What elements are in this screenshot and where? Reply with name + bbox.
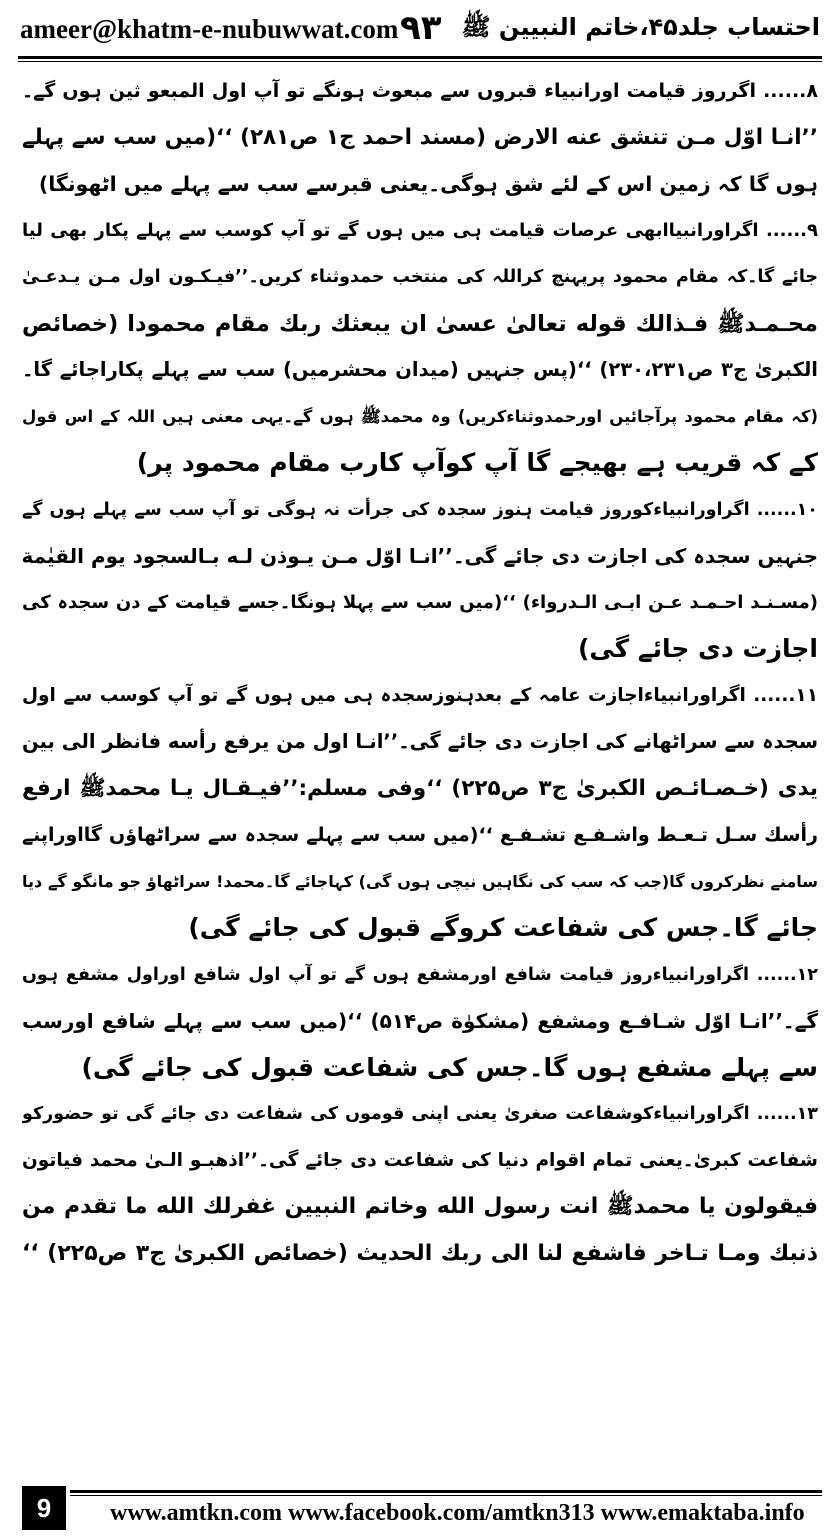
text-line: جائے گا۔کہ مقام محمود پرپہنچ کراللہ کی منتخب حمدوثناء کریں۔’’فیـكـون اول مـن يـدعـىٰ	[22, 267, 818, 287]
text-line: (مسـنـد احـمـد عـن ابـى الـدرواء) ‘‘(میں سب سے پہلا ہونگا۔جسے قیامت کے دن سجدہ کی	[22, 591, 818, 613]
header-title: احتساب جلد۴۵،خاتم النبیین ﷺ	[461, 13, 820, 41]
text-line: ذنبك ومـا تـاخر فاشفع لنا الى ربك الحديث (خصائص الكبرىٰ ج۳ ص۲۲۵) ‘‘	[22, 1240, 818, 1266]
text-line: کے کہ قریب ہے بھیجے گا آپ کوآپ کارب مقام محمود پر)	[136, 448, 818, 477]
text-line: الکبریٰ ج۳ ص۲۳۰،۲۳۱) ‘‘(پس جنہیں (میدان محشرمیں) سب سے پہلے پکاراجائے گا۔	[22, 358, 818, 381]
footer-rule-thick	[70, 1490, 822, 1493]
text-line: رأسك سـل تـعـط واشـفـع تشـفـع ‘‘(میں سب سے پہلے سجدہ سے سراٹھاؤں گااوراپنے	[22, 824, 818, 846]
text-line: ۱۳...... اگراورانبیاءکوشفاعت صغریٰ یعنی اپنی قوموں کی شفاعت دی جائے گی تو حضورکو	[22, 1104, 818, 1124]
footer-page-box: 9	[22, 1486, 66, 1530]
text-line: ۱۰...... اگراورانبیاءکوروز قیامت ہنوز سجدہ کی جرأت نہ ہوگی تو آپ سب سے پہلے ہوں گے	[22, 499, 818, 520]
text-line: سے پہلے مشفع ہوں گا۔جس کی شفاعت قبول کی جائے گی)	[81, 1052, 818, 1082]
text-line: محـمـدﷺ فـذالك قوله تعالىٰ عسىٰ ان يبعثك ربك مقام محمودا (خصائص	[22, 310, 818, 337]
header-page-number: ۹۳	[400, 8, 442, 48]
footer-urls: www.amtkn.com www.facebook.com/amtkn313 www.emaktaba.info	[110, 1500, 805, 1526]
page-header	[0, 0, 840, 58]
text-line: شفاعت کبریٰ۔یعنی تمام اقوام دنیا کی شفاعت دی جائے گی۔’’اذهبـو الـىٰ محمد فياتون	[22, 1149, 818, 1171]
text-line: سجدہ سے سراٹھانے کی اجازت دی جائے گی۔’’انـا اول من يرفع رأسه فانظر الى بين	[22, 730, 818, 753]
page-footer	[0, 1482, 840, 1540]
text-line: جنہیں سجدہ کی اجازت دی جائے گی۔’’انـا اوّل مـن يـوذن لـه بـالسجود يوم القيٰمة	[22, 544, 818, 568]
text-line: ۱۲...... اگراورانبیاءروز قیامت شافع اورمشفع ہوں گے تو آپ اول شافع اوراول مشفع ہوں	[22, 964, 818, 985]
text-line: فيقولون يا محمدﷺ انت رسول الله وخاتم النبيين غفرلك الله ما تقدم من	[22, 1194, 818, 1219]
text-line: جائے گا۔جس کی شفاعت کروگے قبول کی جائے گی)	[188, 913, 818, 942]
text-line: ۱۱...... اگراورانبیاءاجازت عامہ کے بعدہنوزسجدہ ہی میں ہوں گے تو آپ کوسب سے اول	[22, 684, 818, 706]
footer-rule-thin	[70, 1495, 822, 1496]
header-rule-thin	[18, 61, 822, 62]
text-line: (کہ مقام محمود پرآجائیں اورحمدوثناءکریں) وہ محمدﷺ ہوں گے۔یہی معنی ہیں اللہ کے اس قول	[22, 406, 818, 426]
text-line: ۹...... اگراورانبیاابھی عرصات قیامت ہی میں ہوں گے تو آپ کوسب سے پہلے پکار بھی لیا	[22, 219, 818, 241]
text-line: سامنے نظرکروں گا(جب کہ سب کی نگاہیں نیچی ہوں گی) کہاجائے گا۔محمد! سراٹھاؤ جو مانگو گے دیا	[22, 871, 818, 891]
text-line: ہوں گا کہ زمین اس کے لئے شق ہوگی۔یعنی قبرسے سب سے پہلے میں اٹھونگا)	[38, 172, 818, 196]
text-line: گے۔’’انـا اوّل شـافـع ومشفع (مشكوٰة ص۵۱۴) ‘‘(میں سب سے پہلے شافع اورسب	[22, 1009, 818, 1033]
text-line: ’’انـا اوّل مـن تنشق عنه الارض (مسند احمد ج۱ ص۲۸۱) ‘‘(میں سب سے پہلے	[22, 124, 818, 150]
header-rule-thick	[18, 56, 822, 59]
page-body	[22, 68, 818, 1460]
text-line: اجازت دی جائے گی)	[577, 634, 818, 663]
text-line: ۸...... اگرروز قیامت اورانبیاء قبروں سے مبعوث ہونگے تو آپ اول المبعو ثین ہوں گے۔	[22, 80, 818, 102]
header-email: ameer@khatm-e-nubuwwat.com	[20, 14, 399, 44]
text-line: يدى (خـصـائـص الكبرىٰ ج۳ ص۲۲۵) ‘‘وفی مسلم:’’فيـقـال يـا محمدﷺ ارفع	[22, 775, 818, 801]
